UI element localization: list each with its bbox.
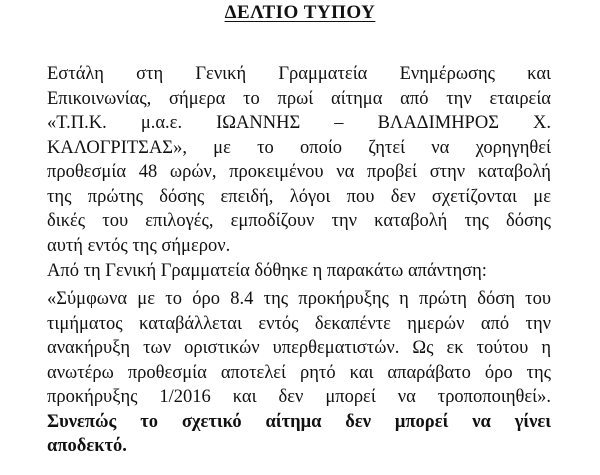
text-line: ανωτέρω προθεσμία αποτελεί ρητό και απαράβατο όρο της [47, 362, 551, 383]
text-line: τιμήματος καταβάλλεται εντός δεκαπέντε ημερών από την [47, 313, 551, 334]
text-line: δικές του επιλογές, εμποδίζουν την καταβολή της δόσης [47, 211, 551, 231]
paragraph-response-intro [47, 259, 551, 284]
text-line: Εστάλη στη Γενική Γραμματεία Ενημέρωσης και [47, 64, 551, 84]
paragraph-quoted-answer [47, 287, 551, 459]
text-line: «Σύμφωνα με το όρο 8.4 της προκήρυξης η πρώτη δόση του [47, 289, 551, 309]
document-title: ΔΕΛΤΙΟ ΤΥΠΟΥ [224, 2, 376, 23]
text-line: ΚΑΛΟΓΡΙΤΣΑΣ», με το οποίο ζητεί να χορηγηθεί [47, 137, 551, 158]
text-line: προκήρυξης 1/2016 και δεν μπορεί να τροποποιηθεί». [47, 387, 551, 407]
conclusion-line: Συνεπώς το σχετικό αίτημα δεν μπορεί να γίνει [47, 411, 551, 432]
text-line: Από τη Γενική Γραμματεία δόθηκε η παρακάτω απάντηση: [47, 261, 487, 281]
text-line: προθεσμία 48 ωρών, προκειμένου να προβεί στην καταβολή [47, 162, 551, 182]
text-line: της πρώτης δόσης επειδή, λόγοι που δεν σχετίζονται με [47, 186, 551, 207]
conclusion-line: αποδεκτό. [47, 436, 127, 456]
text-line: Επικοινωνίας, σήμερα το πρωί αίτημα από την εταιρεία [47, 88, 551, 109]
paragraph-request [47, 62, 551, 258]
text-line: «Τ.Π.Κ. μ.α.ε. ΙΩΑΝΝΗΣ – ΒΛΑΔΙΜΗΡΟΣ Χ. [47, 113, 551, 133]
text-line: ανακήρυξη των οριστικών υπερθεματιστών. Ως εκ τούτου η [47, 338, 551, 358]
text-line: αυτή εντός της σήμερον. [47, 235, 231, 256]
